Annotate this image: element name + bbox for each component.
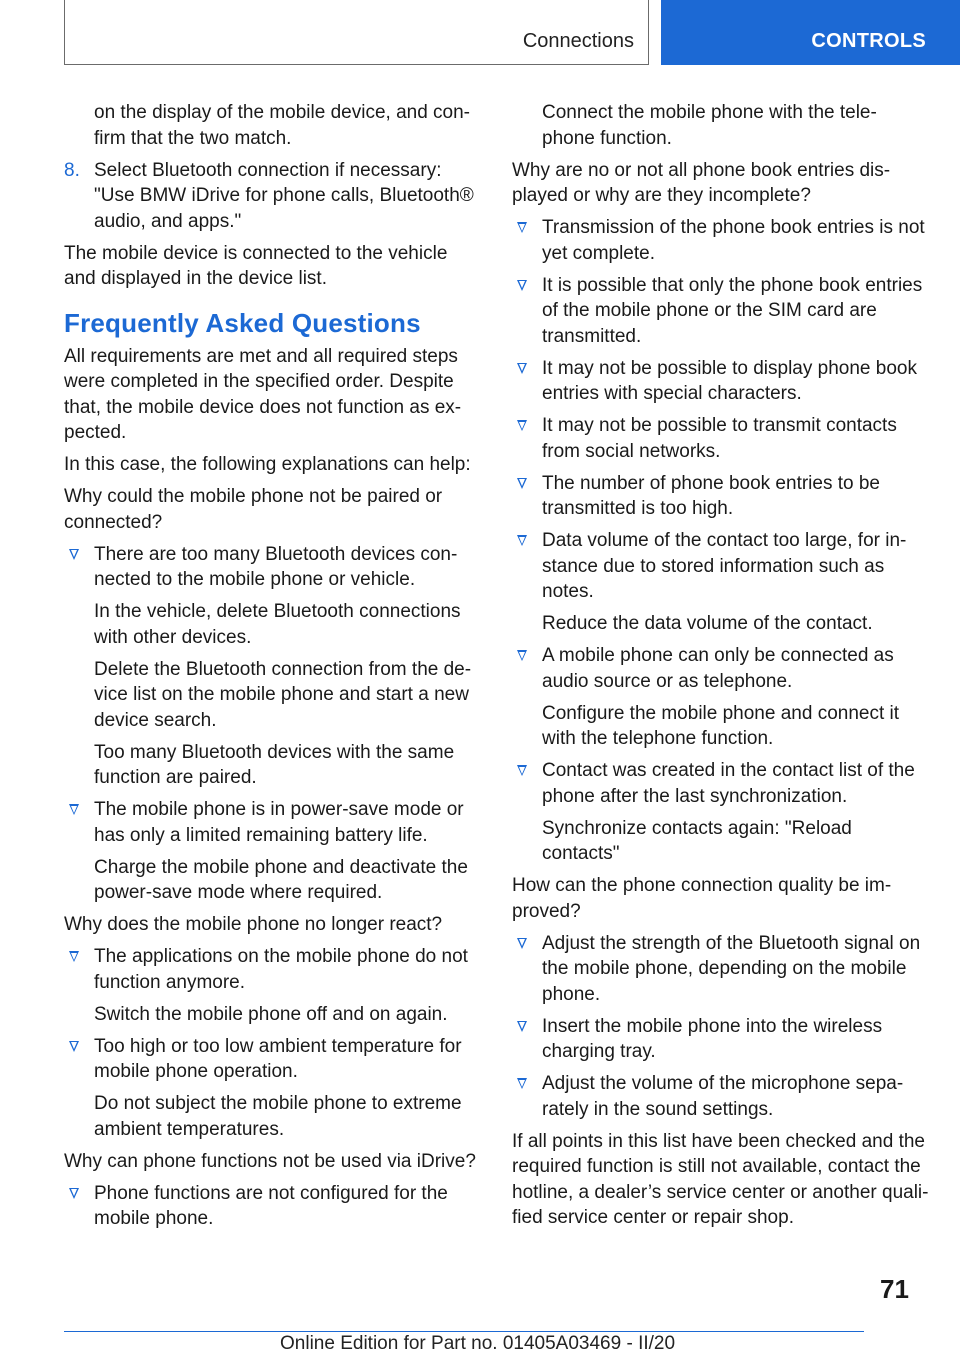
- paragraph-connected: The mobile device is connected to the vehicle and displayed in the device list.: [64, 242, 448, 289]
- list-item: [512, 758, 932, 809]
- list-item-note: Delete the Bluetooth connection from the de‐ vice list on the mobile phone and start a new device search.: [94, 658, 472, 731]
- list-item-text: Transmission of the phone book entries is not yet complete.: [542, 217, 925, 264]
- triangle-bullet-icon: [69, 1041, 79, 1052]
- step-text: Select Bluetooth connection if necessary: "Use BMW iDrive for phone calls, Bluetooth® audio, and apps.": [94, 159, 474, 232]
- question-idrive: Why can phone functions not be used via iDrive?: [64, 1150, 476, 1172]
- page-number: 71: [880, 1274, 909, 1304]
- step-8: [64, 158, 484, 235]
- faq-heading: Frequently Asked Questions: [64, 307, 421, 338]
- list-item-text: A mobile phone can only be connected as audio source or as telephone.: [542, 645, 894, 692]
- list-item-text: Contact was created in the contact list of the phone after the last synchronization.: [542, 760, 915, 807]
- list-item: [512, 273, 932, 350]
- right-column: [512, 100, 932, 1237]
- list-item: [64, 1034, 484, 1085]
- list-item: [64, 944, 484, 995]
- list-item-note: Do not subject the mobile phone to extreme ambient temperatures.: [94, 1093, 462, 1140]
- list-item-text: Adjust the volume of the microphone sepa‐ rately in the sound settings.: [542, 1073, 904, 1120]
- list-item: [64, 542, 484, 593]
- list-item-note: Switch the mobile phone off and on again.: [94, 1003, 448, 1025]
- list-item-text: Adjust the strength of the Bluetooth signal on the mobile phone, depending on the mobile phone.: [542, 932, 921, 1005]
- continued-step-text: on the display of the mobile device, and con‐ firm that the two match.: [94, 102, 471, 149]
- list-item: [512, 643, 932, 694]
- list-item-note: Too many Bluetooth devices with the same function are paired.: [94, 741, 455, 788]
- section-title: Connections: [522, 30, 634, 52]
- triangle-bullet-icon: [517, 478, 527, 489]
- list-item-note: Charge the mobile phone and deactivate the power-save mode where required.: [94, 856, 468, 903]
- list-item-text: The mobile phone is in power-save mode or has only a limited remaining battery life.: [94, 799, 464, 846]
- list-item: [64, 1181, 484, 1232]
- question-no-react: Why does the mobile phone no longer react?: [64, 914, 443, 935]
- question-phone-book: Why are no or not all phone book entries dis‐ played or why are they incomplete?: [512, 159, 891, 206]
- triangle-bullet-icon: [517, 535, 527, 546]
- triangle-bullet-icon: [517, 1021, 527, 1032]
- list-item: [64, 797, 484, 848]
- list-item: [512, 471, 932, 522]
- list-item: [512, 215, 932, 266]
- triangle-bullet-icon: [517, 1078, 527, 1089]
- header-chapter-tab: [661, 0, 960, 65]
- list-item-text: Data volume of the contact too large, for in‐ stance due to stored information such as notes.: [542, 530, 907, 602]
- triangle-bullet-icon: [517, 650, 527, 661]
- list-item-note: Reduce the data volume of the contact.: [542, 613, 873, 634]
- list-item: [512, 1071, 932, 1122]
- triangle-bullet-icon: [517, 222, 527, 233]
- list-item-text: Insert the mobile phone into the wireless charging tray.: [542, 1015, 883, 1062]
- list-item: [512, 528, 932, 605]
- list-item-text: Too high or too low ambient temperature for mobile phone operation.: [94, 1035, 462, 1082]
- list-item-text: Phone functions are not configured for the mobile phone.: [94, 1182, 448, 1229]
- list-item-text: The applications on the mobile phone do not function anymore.: [94, 946, 468, 993]
- paragraph-faq-help: In this case, the following explanations can help:: [64, 454, 471, 475]
- triangle-bullet-icon: [517, 938, 527, 949]
- list-item: [512, 1014, 932, 1065]
- paragraph-closing: If all points in this list have been checked and the required function is still not available, contact the hotline, a dealer’s service center or another quali‐ fied service center or repair shop.: [512, 1130, 929, 1228]
- list-item: [512, 931, 932, 1008]
- paragraph-faq-intro: All requirements are met and all required steps were completed in the specified order. Despite that, the mobile device does not function as ex‐ pected.: [64, 345, 462, 443]
- triangle-bullet-icon: [69, 951, 79, 962]
- footer-divider: [64, 1331, 864, 1332]
- list-item-text: It may not be possible to transmit contacts from social networks.: [542, 415, 897, 462]
- header-section-box: [64, 0, 649, 65]
- list-item-text: There are too many Bluetooth devices con‐ nected to the mobile phone or vehicle.: [94, 543, 458, 590]
- list-item: [512, 356, 932, 407]
- list-item: [512, 413, 932, 464]
- triangle-bullet-icon: [69, 549, 79, 560]
- list-item-note: Connect the mobile phone with the tele‐ phone function.: [542, 102, 877, 149]
- triangle-bullet-icon: [517, 420, 527, 431]
- triangle-bullet-icon: [69, 804, 79, 815]
- question-paired: Why could the mobile phone not be paired or connected?: [64, 486, 443, 533]
- list-item-note: In the vehicle, delete Bluetooth connections with other devices.: [94, 601, 461, 648]
- triangle-bullet-icon: [69, 1188, 79, 1199]
- list-item-text: It may not be possible to display phone book entries with special characters.: [542, 357, 917, 404]
- triangle-bullet-icon: [517, 363, 527, 374]
- footer-edition: Online Edition for Part no. 01405A03469 - II/20: [280, 1333, 676, 1354]
- left-column: [64, 100, 484, 1238]
- triangle-bullet-icon: [517, 280, 527, 291]
- question-quality: How can the phone connection quality be im‐ proved?: [512, 875, 892, 922]
- list-item-text: The number of phone book entries to be transmitted is too high.: [542, 472, 881, 519]
- chapter-title: CONTROLS: [811, 30, 926, 52]
- list-item-text: It is possible that only the phone book entries of the mobile phone or the SIM card are transmitted.: [542, 274, 923, 347]
- list-item-note: Configure the mobile phone and connect it with the telephone function.: [542, 702, 900, 749]
- triangle-bullet-icon: [517, 765, 527, 776]
- step-number: 8.: [64, 159, 80, 181]
- list-item-note: Synchronize contacts again: "Reload contacts": [542, 817, 852, 864]
